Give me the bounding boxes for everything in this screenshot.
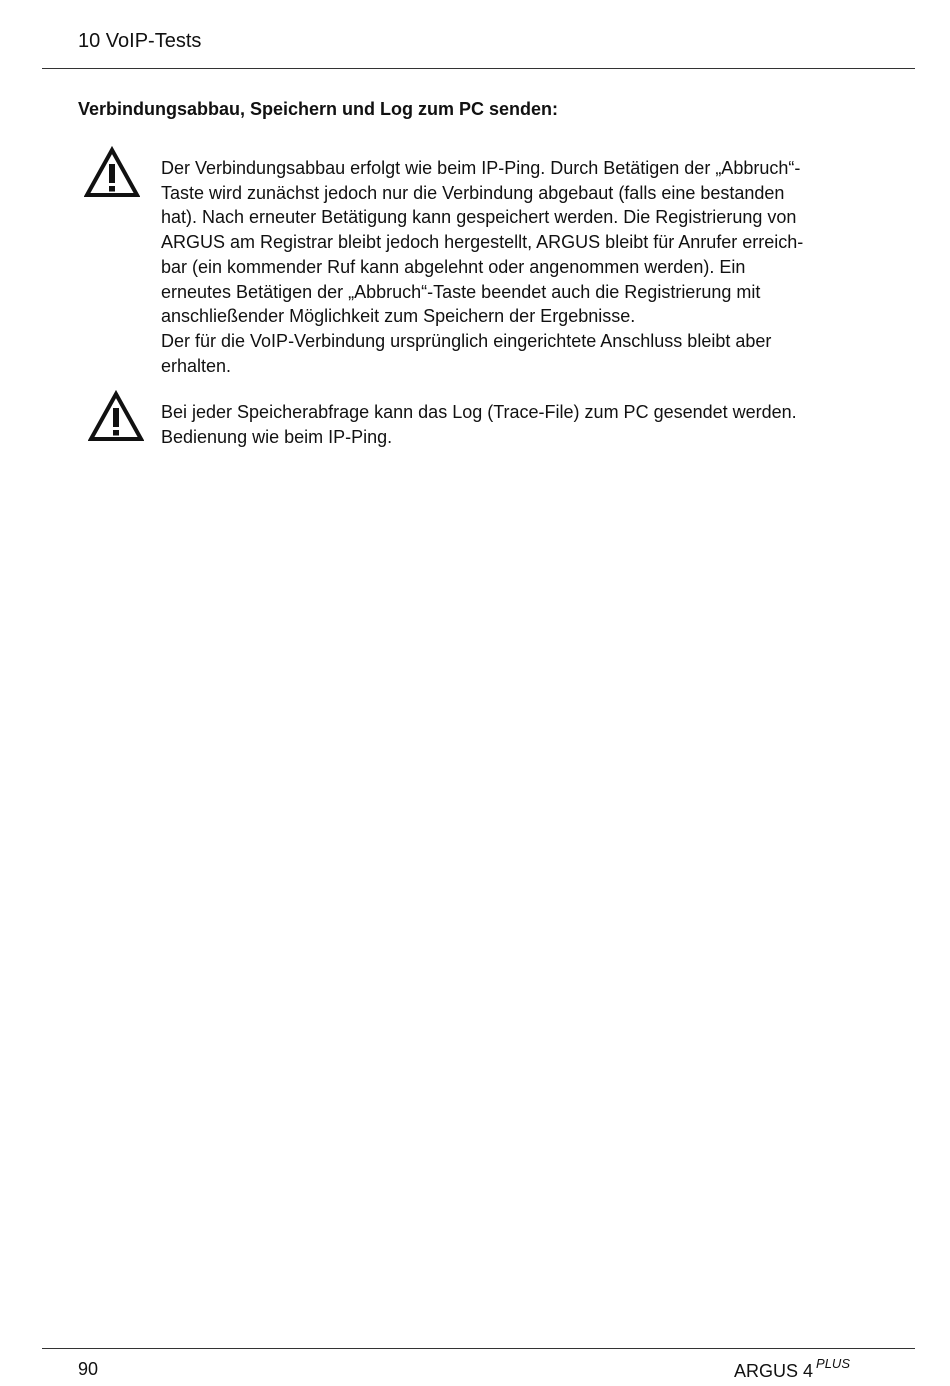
note-line: erneutes Betätigen der „Abbruch“-Taste beendet auch die Registrierung mit bbox=[161, 281, 761, 302]
note-line: erhalten. bbox=[161, 355, 232, 376]
page-number: 90 bbox=[78, 1359, 99, 1379]
note-line: Der Verbindungsabbau erfolgt wie beim IP-Ping. Durch Betätigen der „Abbruch“- bbox=[161, 158, 801, 178]
warning-note-text bbox=[161, 400, 881, 449]
warning-icon bbox=[88, 390, 144, 442]
product-name bbox=[734, 1356, 850, 1384]
note-line: Taste wird zunächst jedoch nur die Verbindung abgebaut (falls eine bestanden bbox=[161, 182, 785, 203]
chapter-title: 10 VoIP-Tests bbox=[78, 30, 202, 52]
header-divider bbox=[42, 68, 915, 69]
note-line: anschließender Möglichkeit zum Speichern der Ergebnisse. bbox=[161, 306, 636, 327]
note-line: hat). Nach erneuter Betätigung kann gespeichert werden. Die Registrierung von bbox=[161, 207, 797, 228]
note-line: bar (ein kommender Ruf kann abgelehnt oder angenommen werden). Ein bbox=[161, 256, 746, 277]
footer-divider bbox=[42, 1348, 915, 1349]
warning-icon bbox=[84, 146, 140, 198]
note-line: Der für die VoIP-Verbindung ursprünglich eingerichtete Anschluss bleibt aber bbox=[161, 330, 772, 351]
section-heading: Verbindungsabbau, Speichern und Log zum PC senden: bbox=[78, 99, 559, 119]
note-line: Bedienung wie beim IP-Ping. bbox=[161, 426, 393, 447]
note-line: ARGUS am Registrar bleibt jedoch hergestellt, ARGUS bleibt für Anrufer erreich- bbox=[161, 232, 804, 253]
product-name-text: ARGUS 4 bbox=[734, 1361, 814, 1381]
note-line: Bei jeder Speicherabfrage kann das Log (Trace-File) zum PC gesendet werden. bbox=[161, 402, 797, 422]
product-suffix: PLUS bbox=[816, 1356, 850, 1371]
warning-note-text bbox=[161, 156, 881, 378]
